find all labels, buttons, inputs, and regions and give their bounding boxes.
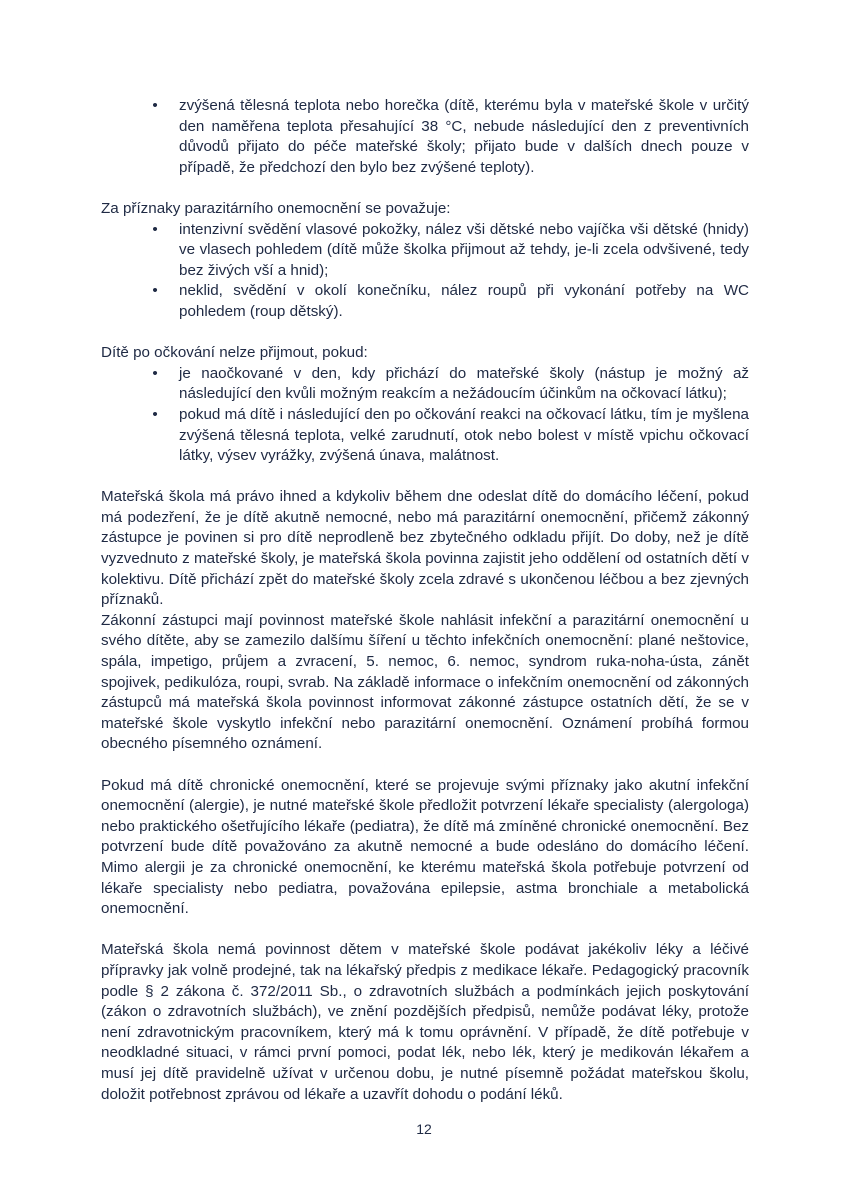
bullet-icon: • [152, 364, 158, 382]
list-item-text: zvýšená tělesná teplota nebo horečka (dítě, kterému byla v mateřské škole v určitý den naměřena teplota přesahující 38 °C, nebude následující den z preventivních důvodů přijato do péče mateřské školy; přijato bude v dalších dnech pouze v případě, že předchozí den bylo bez zvýšené teploty). [179, 97, 749, 176]
paragraph-reporting-duty: Zákonní zástupci mají povinnost mateřské škole nahlásit infekční a parazitární onemocnění u svého dítěte, aby se zamezilo dalšímu šíření u těchto infekčních onemocnění: plané neštovice, spála, impetigo, průjem a zvracení, 5. nemoc, 6. nemoc, syndrom ruka-noha-ústa, zánět spojivek, pedikulóza, roupi, svrab. Na základě informace o infekčním onemocnění od zákonných zástupců má mateřská škola povinnost informovat zákonné zástupce ostatních dětí, že se v mateřské škole vyskytlo infekční nebo parazitární onemocnění. Oznámení probíhá formou obecného písemného oznámení. [101, 611, 749, 753]
list-item [152, 96, 749, 178]
list-item [152, 220, 749, 282]
paragraph-medication: Mateřská škola nemá povinnost dětem v mateřské škole podávat jakékoliv léky a léčivé přípravky jak volně prodejné, tak na lékařský předpis z medikace lékaře. Pedagogický pracovník podle § 2 zákona č. 372/2011 Sb., o zdravotních službách a podmínkách jejich poskytování (zákon o zdravotních službách), ve znění pozdějších předpisů, nemůže podávat léky, protože není zdravotnickým pracovníkem, který má k tomu oprávnění. V případě, že dítě potřebuje v neodkladné situaci, v rámci první pomoci, podat lék, nebo lék, který je medikován lékařem a musí jej dítě pravidelně užívat v určenou dobu, je nutné písemně požádat mateřskou školu, doložit potřebnost zprávou od lékaře a uzavřít dohodu o podání léků. [101, 941, 749, 1103]
section-intro-parasitic: Za příznaky parazitárního onemocnění se považuje: [101, 199, 451, 217]
bullet-list-fever [101, 96, 749, 178]
paragraph-chronic-illness: Pokud má dítě chronické onemocnění, které se projevuje svými příznaky jako akutní infekční onemocnění (alergie), je nutné mateřské škole předložit potvrzení lékaře specialisty (alergologa) nebo praktického ošetřujícího lékaře (pediatra), že dítě má zmíněné chronické onemocnění. Bez potvrzení bude dítě považováno za akutně nemocné a bude odesláno do domácího léčení. Mimo alergii je za chronické onemocnění, ke kterému mateřská škola potřebuje potvrzení od lékaře specialisty nebo pediatra, považována epilepsie, astma bronchiale a metabolická onemocnění. [101, 776, 749, 918]
document-page [101, 96, 749, 1105]
bullet-icon: • [152, 405, 158, 423]
list-item [152, 405, 749, 467]
list-item-text: neklid, svědění v okolí konečníku, nález roupů při vykonání potřeby na WC pohledem (roup dětský). [179, 282, 749, 320]
bullet-icon: • [152, 97, 158, 114]
bullet-icon: • [152, 282, 158, 300]
bullet-list-vaccination [101, 364, 749, 467]
page-number: 12 [416, 1121, 432, 1137]
paragraph-sending-home: Mateřská škola má právo ihned a kdykoliv během dne odeslat dítě do domácího léčení, pokud má podezření, že je dítě akutně nemocné, nebo má parazitární onemocnění, přičemž zákonný zástupce je povinen si pro dítě neprodleně bez zbytečného odkladu přijít. Do doby, než je dítě vyzvednuto z mateřské školy, je mateřská škola povinna zajistit jeho oddělení od ostatních dětí v kolektivu. Dítě přichází zpět do mateřské školy zcela zdravé s ukončenou léčbou a bez zjevných příznaků. [101, 488, 749, 609]
list-item-text: je naočkované v den, kdy přichází do mateřské školy (nástup je možný až následující den kvůli možným reakcím a nežádoucím účinkům na očkovací látku); [179, 364, 749, 403]
bullet-list-parasitic [101, 220, 749, 323]
section-intro-vaccination: Dítě po očkování nelze přijmout, pokud: [101, 344, 368, 362]
list-item-text: intenzivní svědění vlasové pokožky, nález vši dětské nebo vajíčka vši dětské (hnidy) ve vlasech pohledem (dítě může školka přijmout až tehdy, je-li zcela odvšivené, tedy bez živých vší a hnid); [179, 220, 749, 279]
list-item [152, 364, 749, 405]
list-item-text: pokud má dítě i následující den po očkování reakci na očkovací látku, tím je myšlena zvýšená tělesná teplota, velké zarudnutí, otok nebo bolest v místě vpichu očkovací látky, výsev vyrážky, zvýšená únava, malátnost. [179, 405, 749, 465]
bullet-icon: • [152, 220, 158, 238]
list-item [152, 281, 749, 322]
